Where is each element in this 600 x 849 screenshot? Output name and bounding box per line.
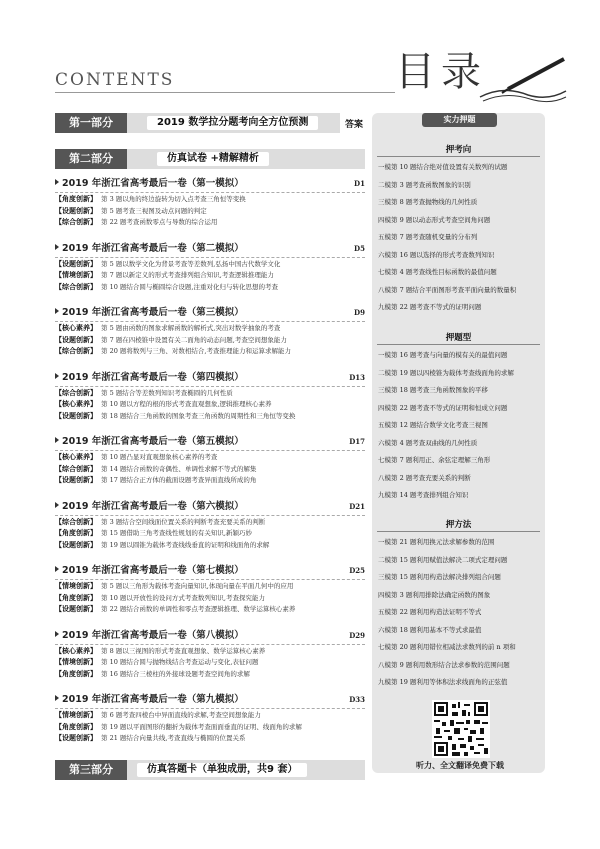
part-three-bar <box>127 760 365 780</box>
mock-exam-row <box>55 475 365 487</box>
mock-exam-page: D5 <box>354 243 365 253</box>
row-tag: 【情境创新】 <box>55 271 97 279</box>
row-tag: 【核心素养】 <box>55 453 97 461</box>
sidebar-item: 九模第 14 题考查排列组合知识 <box>378 491 469 499</box>
part-one-label: 第一部分 <box>55 113 127 133</box>
sidebar-header: 实力押题 <box>422 113 497 127</box>
row-tag: 【核心素养】 <box>55 400 97 408</box>
part-three-header <box>55 760 365 780</box>
triangle-bullet-icon <box>55 437 59 443</box>
mock-exam-page: D25 <box>349 566 365 575</box>
sidebar-item: 二模第 19 题以四棱锥为载体考查线面角的求解 <box>378 368 514 377</box>
mock-exam-row <box>55 194 365 206</box>
mock-exam-title <box>55 500 365 514</box>
sidebar-item: 九模第 19 题利用等体积法求线面角的正弦值 <box>378 678 508 686</box>
mock-exam-row <box>55 217 365 229</box>
sidebar-item: 四模第 22 题考查不等式的证明和恒成立问题 <box>378 403 508 412</box>
mock-exam-row <box>55 335 365 347</box>
pen-notebook-icon <box>478 55 568 105</box>
row-tag: 【角度创新】 <box>55 669 97 678</box>
sidebar-section-title: 押方法 <box>445 520 472 530</box>
mock-exam-row <box>55 346 365 358</box>
triangle-bullet-icon <box>55 179 59 185</box>
mock-exam-row <box>55 657 365 669</box>
mock-exam-entry[interactable] <box>55 177 365 229</box>
mock-exam-title <box>55 629 365 643</box>
mock-exam-row <box>55 411 365 423</box>
mock-exam-row <box>55 710 365 722</box>
triangle-bullet-icon <box>55 695 59 701</box>
mock-exam-row <box>55 581 365 593</box>
sidebar-item: 八模第 2 题考查充要关系的判断 <box>378 473 471 482</box>
row-tag: 【综合创新】 <box>55 388 97 397</box>
mock-exam-row <box>55 206 365 218</box>
mock-exam-entry[interactable] <box>55 371 365 423</box>
mock-exam-row <box>55 540 365 552</box>
row-tag: 【综合创新】 <box>55 517 97 526</box>
mock-exam-row <box>55 399 365 411</box>
qr-code-icon[interactable] <box>432 700 490 758</box>
mock-exam-page: D21 <box>349 501 365 511</box>
mock-exam-page: D17 <box>349 437 365 446</box>
row-tag: 【设题创新】 <box>55 411 97 420</box>
triangle-bullet-icon <box>55 566 59 572</box>
mock-exam-entry[interactable] <box>55 629 365 681</box>
row-tag: 【设题创新】 <box>55 206 97 215</box>
row-description: 第 3 题结合空间线面位置关系的判断考查充要关系的判断 <box>101 517 266 526</box>
row-description: 第 19 题以平面图形的翻折为载体考查面面垂直的证明、线面角的求解 <box>101 722 302 731</box>
row-tag: 【设题创新】 <box>55 259 97 268</box>
sidebar-item: 四模第 9 题以动态形式考查空间角问题 <box>378 215 491 224</box>
sidebar-item: 一模第 10 题结合绝对值设置有关数列的试题 <box>378 163 508 171</box>
sidebar-item: 五模第 12 题结合数学文化考查三视图 <box>378 421 488 429</box>
mock-exam-row <box>55 528 365 540</box>
row-description: 第 5 题以数学文化为背景考查等差数列,弘扬中国古代数学文化 <box>101 259 281 268</box>
sidebar-item: 四模第 3 题利用排除法确定函数的图象 <box>378 590 491 599</box>
part-two-header <box>55 149 365 169</box>
mock-exam-row <box>55 388 365 400</box>
row-description: 第 6 题考查四棱台中异面直线的求解,考查空间想象能力 <box>101 711 261 719</box>
row-tag: 【设题创新】 <box>55 540 97 549</box>
row-tag: 【综合创新】 <box>55 218 97 226</box>
mock-exam-title-text: 2019 年浙江省高考最后一卷（第四模拟） <box>62 371 244 383</box>
sidebar-section-divider <box>377 531 540 532</box>
triangle-bullet-icon <box>55 502 59 508</box>
row-description: 第 10 题以开放性的设问方式考查数列知识,考查探究能力 <box>101 593 265 602</box>
sidebar-section-divider <box>377 344 540 345</box>
row-tag: 【情境创新】 <box>55 582 97 590</box>
mock-exam-title <box>55 371 365 385</box>
sidebar-item: 二模第 3 题考查函数图象的识别 <box>378 180 471 189</box>
mock-exam-entry[interactable] <box>55 564 365 616</box>
mock-exam-row <box>55 270 365 282</box>
sidebar-panel <box>372 113 545 773</box>
mock-exam-row <box>55 282 365 294</box>
mock-exam-title <box>55 435 365 449</box>
mock-exam-row <box>55 646 365 658</box>
row-description: 第 10 题结合圆与椭圆综合设题,注重对化归与转化思想的考查 <box>101 282 278 291</box>
part-one-bar <box>127 113 340 133</box>
row-description: 第 5 题以三角形为载体考查向量知识,体现向量在平面几何中的应用 <box>101 582 294 590</box>
row-tag: 【核心素养】 <box>55 324 97 332</box>
sidebar-section-divider <box>377 156 540 157</box>
mock-exam-title-text: 2019 年浙江省高考最后一卷（第五模拟） <box>62 436 244 447</box>
sidebar-item: 三模第 8 题考查抛物线的几何性质 <box>378 198 478 206</box>
mock-exam-row <box>55 604 365 616</box>
row-description: 第 15 题借助三角考查线性规划的有关知识,新颖巧妙 <box>101 529 252 537</box>
sidebar-section-title: 押题型 <box>445 333 472 343</box>
mock-exam-title-text: 2019 年浙江省高考最后一卷（第七模拟） <box>62 565 244 576</box>
mock-exam-title-text: 2019 年浙江省高考最后一卷（第三模拟） <box>62 307 244 318</box>
sidebar-item: 一模第 21 题利用换元法求解参数的范围 <box>378 538 495 546</box>
mock-exam-row <box>55 259 365 271</box>
mock-exam-page: D13 <box>349 372 365 382</box>
triangle-bullet-icon <box>55 308 59 314</box>
row-tag: 【综合创新】 <box>55 282 97 291</box>
mock-exam-title <box>55 693 365 707</box>
row-tag: 【角度创新】 <box>55 593 97 602</box>
mock-exam-title <box>55 242 365 256</box>
mock-exam-title <box>55 177 365 191</box>
row-tag: 【角度创新】 <box>55 529 97 537</box>
contents-underline <box>55 92 395 93</box>
row-tag: 【角度创新】 <box>55 722 97 731</box>
mock-exam-row <box>55 323 365 335</box>
row-description: 第 5 题由函数的图象求解函数的解析式,突出对数学抽象的考查 <box>101 324 281 332</box>
mock-exam-page: D1 <box>354 179 365 188</box>
sidebar-item: 八模第 7 题结合平面图形考查平面向量的数量积 <box>378 285 517 294</box>
row-description: 第 7 题在四棱锥中设置有关二面角的动态问题,考查空间想象能力 <box>101 335 287 344</box>
triangle-bullet-icon <box>55 631 59 637</box>
sidebar-item: 一模第 16 题考查与向量的模有关的最值问题 <box>378 351 508 359</box>
page-title: 目录 <box>395 49 487 95</box>
mock-exam-row <box>55 669 365 681</box>
mock-exam-row <box>55 464 365 476</box>
row-description: 第 5 题结合等差数列知识考查椭圆的几何性质 <box>101 388 233 397</box>
row-description: 第 8 题以三视图的形式考查直观想象、数学运算核心素养 <box>101 646 266 655</box>
sidebar-item: 九模第 22 题考查不等式的证明问题 <box>378 303 482 311</box>
row-description: 第 19 题以圆锥为载体考查线线垂直的证明和线面角的求解 <box>101 540 270 549</box>
row-description: 第 22 题结合函数的单调性和零点考查逻辑推理、数学运算核心素养 <box>101 605 296 613</box>
mock-exam-row <box>55 722 365 734</box>
sidebar-item: 七模第 20 题利用错位相减法求数列的前 n 项和 <box>378 643 516 651</box>
part-three-title: 仿真答题卡（单独成册，共9 套） <box>137 763 307 777</box>
mock-exam-title-text: 2019 年浙江省高考最后一卷（第二模拟） <box>62 242 244 254</box>
part-two-title: 仿真试卷 +精解精析 <box>157 152 269 166</box>
row-tag: 【角度创新】 <box>55 195 97 203</box>
mock-exam-entry[interactable] <box>55 306 365 358</box>
row-tag: 【设题创新】 <box>55 605 97 613</box>
mock-exam-title-text: 2019 年浙江省高考最后一卷（第一模拟） <box>62 178 244 189</box>
row-description: 第 3 题以角的终边旋转为切入点考查三角恒等变换 <box>101 195 246 203</box>
mock-exam-entry[interactable] <box>55 693 365 745</box>
row-description: 第 22 题考查函数零点与导数的综合运用 <box>101 218 218 226</box>
row-tag: 【核心素养】 <box>55 646 97 655</box>
sidebar-item: 二模第 15 题利用赋值法解决二项式定理问题 <box>378 555 508 564</box>
sidebar-section-title: 押考向 <box>445 145 472 155</box>
mock-exam-row <box>55 517 365 529</box>
row-description: 第 21 题结合向量共线,考查直线与椭圆的位置关系 <box>101 734 246 742</box>
mock-exam-row <box>55 452 365 464</box>
row-tag: 【情境创新】 <box>55 711 97 719</box>
row-description: 第 18 题结合三角函数的图象考查三角函数的周期性和三角恒等变换 <box>101 411 296 420</box>
row-description: 第 10 题凸显对直观想象核心素养的考查 <box>101 453 218 461</box>
mock-exam-entry[interactable] <box>55 500 365 552</box>
sidebar-item: 八模第 9 题利用数形结合法求参数的范围问题 <box>378 660 510 669</box>
sidebar-item: 三模第 18 题考查三角函数图象的平移 <box>378 386 488 394</box>
mock-exam-title-text: 2019 年浙江省高考最后一卷（第八模拟） <box>62 629 244 641</box>
row-description: 第 17 题结合正方体的截面设题考查异面直线所成的角 <box>101 476 257 484</box>
sidebar-item: 三模第 15 题利用构造法解决排列组合问题 <box>378 573 501 581</box>
part-two-label: 第二部分 <box>55 149 127 169</box>
row-description: 第 14 题结合函数的奇偶性、单调性求解不等式的解集 <box>101 464 257 473</box>
sidebar-item: 五模第 22 题利用构造法证明不等式 <box>378 608 482 616</box>
sidebar-item: 五模第 7 题考查随机变量的分布列 <box>378 233 478 241</box>
row-tag: 【情境创新】 <box>55 658 97 666</box>
triangle-bullet-icon <box>55 373 59 379</box>
mock-exam-title-text: 2019 年浙江省高考最后一卷（第九模拟） <box>62 694 244 705</box>
row-description: 第 10 题结合圆与抛物线结合考查运动与变化,表征问题 <box>101 658 259 666</box>
row-description: 第 16 题结合三棱柱的外接球设题考查空间角的求解 <box>101 669 250 678</box>
sidebar-item: 七模第 4 题考查线性目标函数的最值问题 <box>378 268 497 276</box>
sidebar-item: 六模第 4 题考查双曲线的几何性质 <box>378 438 478 447</box>
contents-label: CONTENTS <box>55 70 175 90</box>
row-description: 第 10 题以方程的根的形式考查直观想象,逻辑推理核心素养 <box>101 400 272 408</box>
sidebar-item: 七模第 7 题利用正、余弦定理解三角形 <box>378 456 491 464</box>
row-tag: 【综合创新】 <box>55 347 97 355</box>
qr-caption: 听力、全文翻译免费下载 <box>416 761 504 770</box>
answer-label: 答案 <box>345 120 364 130</box>
row-description: 第 5 题考查三视图及动点问题的判定 <box>101 206 207 215</box>
part-two-bar <box>127 149 365 169</box>
mock-exam-row <box>55 593 365 605</box>
row-tag: 【设题创新】 <box>55 476 97 484</box>
row-tag: 【设题创新】 <box>55 335 97 344</box>
row-description: 第 7 题以新定义的形式考查排列组合知识,考查逻辑推理能力 <box>101 271 274 279</box>
sidebar-item: 六模第 16 题以选择的形式考查数列知识 <box>378 250 495 259</box>
part-one-title: 2019 数学拉分题考向全方位预测 <box>147 116 318 130</box>
row-tag: 【设题创新】 <box>55 734 97 742</box>
mock-exam-page: D9 <box>354 308 365 317</box>
mock-exam-title <box>55 306 365 320</box>
mock-exam-entry[interactable] <box>55 242 365 294</box>
mock-exam-page: D29 <box>349 630 365 640</box>
sidebar-item: 六模第 18 题利用基本不等式求最值 <box>378 625 482 634</box>
mock-exam-page: D33 <box>349 695 365 704</box>
mock-exam-entry[interactable] <box>55 435 365 487</box>
mock-exam-title-text: 2019 年浙江省高考最后一卷（第六模拟） <box>62 500 244 512</box>
row-description: 第 20 题将数列与三角、对数相结合,考查推理能力和运算求解能力 <box>101 347 291 355</box>
row-tag: 【综合创新】 <box>55 464 97 473</box>
mock-exam-title <box>55 564 365 578</box>
triangle-bullet-icon <box>55 244 59 250</box>
part-three-label: 第三部分 <box>55 760 127 780</box>
part-one-header <box>55 113 340 133</box>
mock-exam-row <box>55 733 365 745</box>
